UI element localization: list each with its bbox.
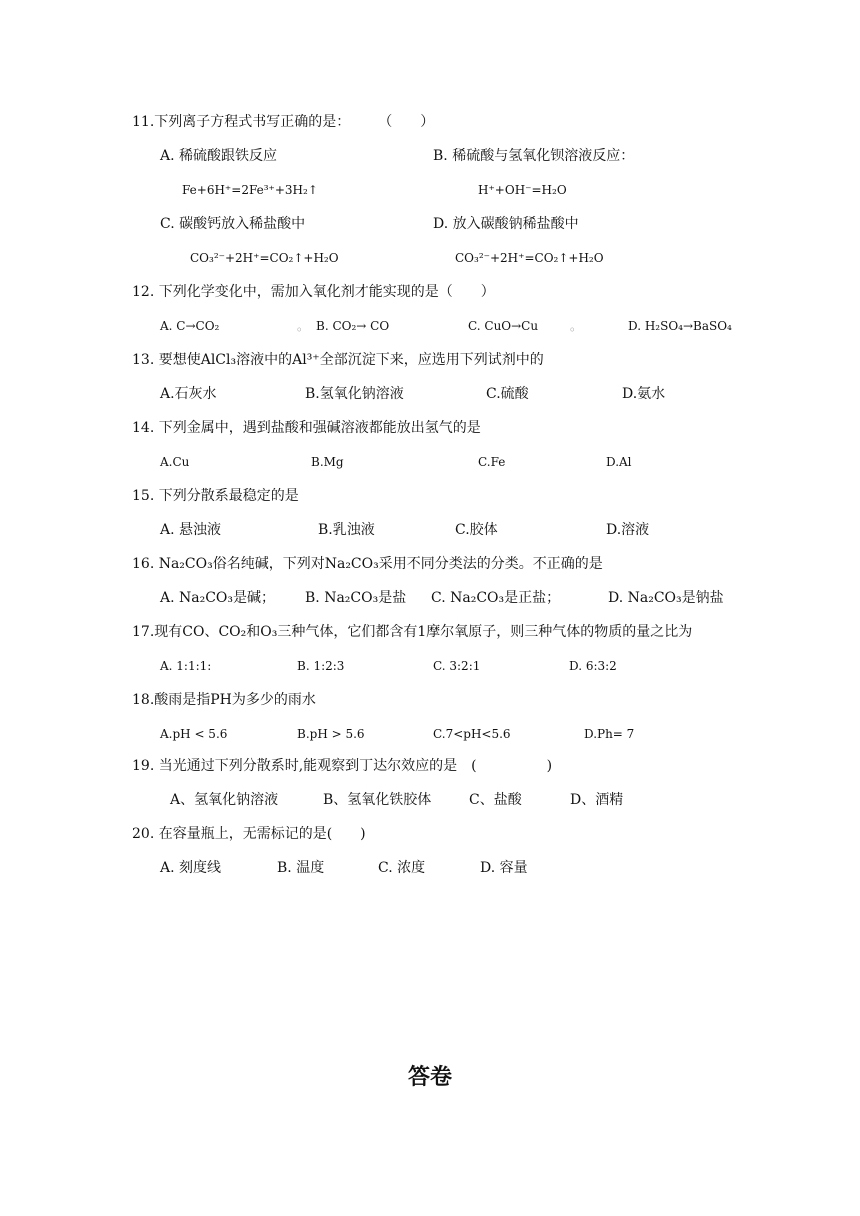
q13-option-c: C.硫酸 (486, 386, 529, 402)
q11-option-d-equation: CO₃²⁻+2H⁺=CO₂↑+H₂O (455, 251, 604, 265)
q18-stem: 18.酸雨是指PH为多少的雨水 (132, 692, 316, 708)
q16-option-b: B. Na₂CO₃是盐 (305, 590, 407, 606)
q17-stem: 17.现有CO、CO₂和O₃三种气体，它们都含有1摩尔氧原子，则三种气体的物质的量之比为 (132, 624, 693, 640)
q19-option-d: D、酒精 (570, 792, 624, 808)
q20-stem: 20. 在容量瓶上，无需标记的是( ) (132, 826, 366, 842)
q11-option-c: C. 碳酸钙放入稀盐酸中 (160, 216, 306, 232)
q12-option-c: C. CuO→Cu (468, 319, 539, 333)
q12-mark-2: 。 (570, 319, 583, 333)
q11-option-c-equation: CO₃²⁻+2H⁺=CO₂↑+H₂O (190, 251, 339, 265)
q12-mark-1: 。 (297, 319, 310, 333)
q14-option-d: D.Al (606, 455, 632, 469)
q19-option-c: C、盐酸 (469, 792, 522, 808)
q15-option-c: C.胶体 (455, 522, 498, 538)
q18-option-c: C.7<pH<5.6 (433, 727, 511, 741)
q17-option-a: A. 1:1:1: (160, 659, 212, 673)
q19-stem: 19. 当光通过下列分散系时,能观察到丁达尔效应的是 ( ) (132, 758, 553, 774)
q13-option-a: A.石灰水 (160, 386, 217, 402)
q17-option-d: D. 6:3:2 (569, 659, 617, 673)
q11-stem: 11.下列离子方程式书写正确的是： （ ） (132, 114, 435, 130)
q12-option-b: B. CO₂→ CO (316, 319, 390, 333)
q17-option-c: C. 3:2:1 (433, 659, 481, 673)
q19-option-a: A、氢氧化钠溶液 (170, 792, 279, 808)
q12-stem: 12. 下列化学变化中，需加入氧化剂才能实现的是（ ） (132, 284, 495, 300)
q11-option-a: A. 稀硫酸跟铁反应 (160, 148, 278, 164)
q18-option-a: A.pH < 5.6 (160, 727, 228, 741)
q13-option-d: D.氨水 (622, 386, 666, 402)
q12-option-a: A. C→CO₂ (160, 319, 220, 333)
q11-option-a-equation: Fe+6H⁺=2Fe³⁺+3H₂↑ (182, 183, 318, 197)
q16-option-a: A. Na₂CO₃是碱； (160, 590, 276, 606)
answer-sheet-title: 答卷 (407, 1065, 452, 1090)
q20-option-a: A. 刻度线 (160, 860, 222, 876)
q11-option-d: D. 放入碳酸钠稀盐酸中 (433, 216, 579, 232)
q12-option-d: D. H₂SO₄→BaSO₄ (628, 319, 732, 333)
q15-option-b: B.乳浊液 (318, 522, 375, 538)
q20-option-c: C. 浓度 (378, 860, 426, 876)
q15-option-d: D.溶液 (606, 522, 650, 538)
q19-option-b: B、氢氧化铁胶体 (323, 792, 432, 808)
q11-option-b-equation: H⁺+OH⁻=H₂O (478, 183, 567, 197)
q20-option-b: B. 温度 (277, 860, 325, 876)
q14-option-c: C.Fe (478, 455, 506, 469)
q18-option-b: B.pH > 5.6 (297, 727, 365, 741)
q17-option-b: B. 1:2:3 (297, 659, 345, 673)
q15-stem: 15. 下列分散系最稳定的是 (132, 488, 299, 504)
q13-stem: 13. 要想使AlCl₃溶液中的Al³⁺全部沉淀下来，应选用下列试剂中的 (132, 352, 544, 368)
q15-option-a: A. 悬浊液 (160, 522, 222, 538)
q13-option-b: B.氢氧化钠溶液 (305, 386, 404, 402)
q14-option-b: B.Mg (311, 455, 344, 469)
q14-stem: 14. 下列金属中，遇到盐酸和强碱溶液都能放出氢气的是 (132, 420, 481, 436)
q11-option-b: B. 稀硫酸与氢氧化钡溶液反应： (433, 148, 635, 164)
q14-option-a: A.Cu (160, 455, 190, 469)
q16-stem: 16. Na₂CO₃俗名纯碱，下列对Na₂CO₃采用不同分类法的分类。不正确的是 (132, 556, 603, 572)
q20-option-d: D. 容量 (480, 860, 528, 876)
q16-option-c: C. Na₂CO₃是正盐； (431, 590, 561, 606)
q16-option-d: D. Na₂CO₃是钠盐 (608, 590, 724, 606)
q18-option-d: D.Ph= 7 (584, 727, 635, 741)
